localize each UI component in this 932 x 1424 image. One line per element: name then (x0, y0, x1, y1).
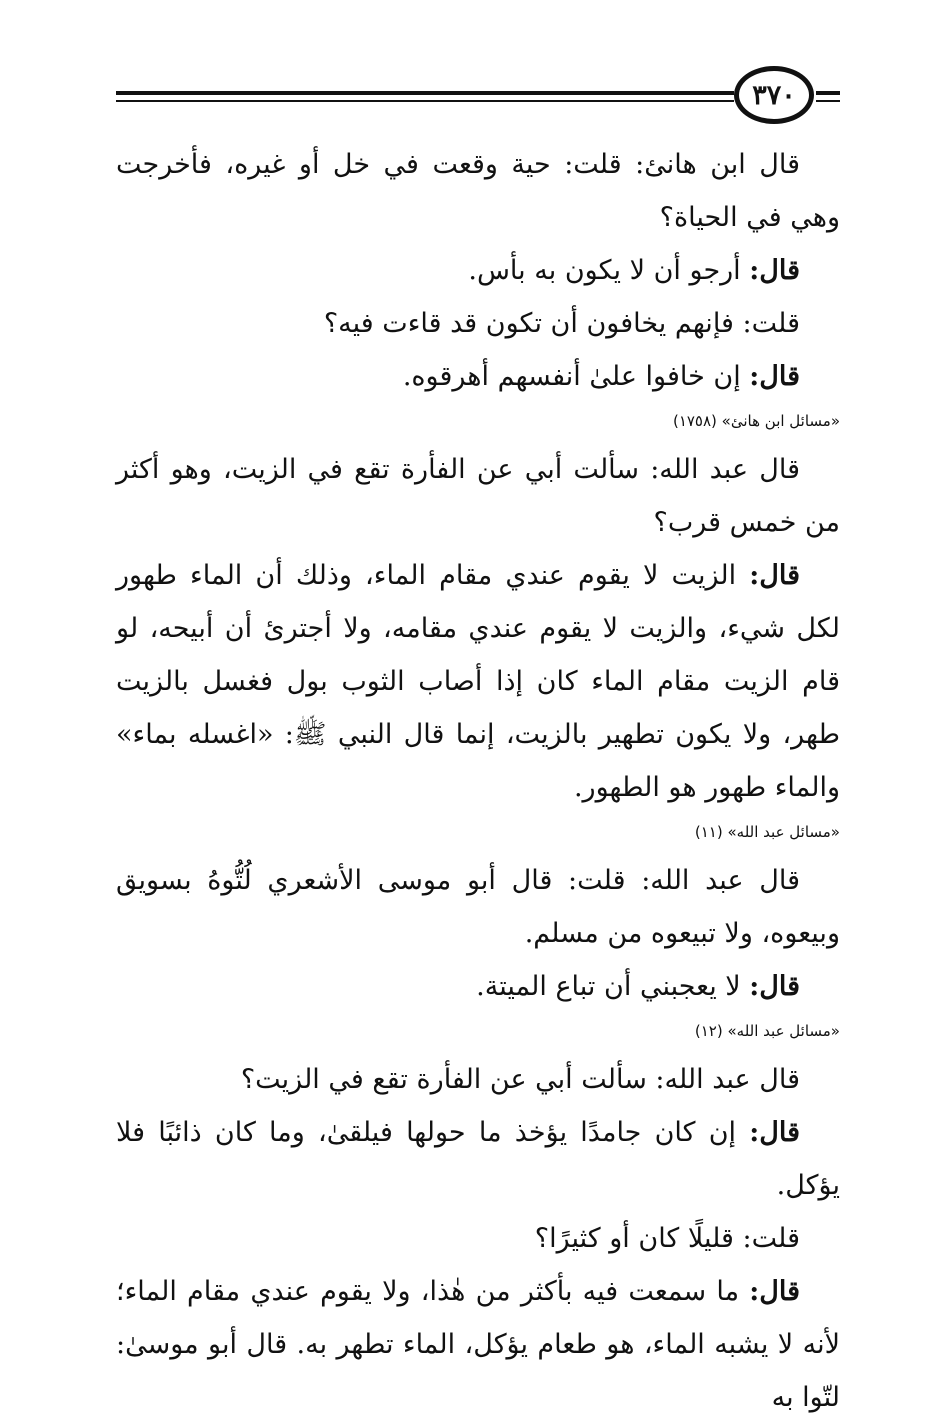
paragraph-text: أرجو أن لا يكون به بأس. (468, 255, 750, 286)
paragraph (116, 549, 840, 814)
paragraph-text: لا يعجبني أن تباع الميتة. (476, 971, 750, 1002)
page-header (116, 66, 840, 128)
paragraph (116, 854, 840, 960)
paragraph-text: إن كان جامدًا يؤخذ ما حولها فيلقىٰ، وما كان ذائبًا فلا يؤكل. (116, 1117, 840, 1201)
speaker-label: قال: (749, 560, 800, 591)
source-citation: «مسائل ابن هانئ» (١٧٥٨) (672, 412, 840, 430)
speaker-label: قال: (749, 1117, 801, 1148)
paragraph (116, 1212, 840, 1265)
speaker-label: قال: (749, 971, 800, 1002)
header-rule-thick (116, 91, 734, 95)
paragraph-text: إن خافوا علىٰ أنفسهم أهرقوه. (402, 361, 750, 392)
paragraph (116, 1053, 840, 1106)
speaker-label: قال: (749, 255, 800, 286)
page-number: ٣٧٠ (752, 79, 796, 111)
paragraph (116, 443, 840, 549)
paragraph (116, 244, 840, 297)
source-citation: «مسائل عبد الله» (١٢) (694, 1022, 840, 1040)
header-rule-right-thin (816, 100, 840, 102)
paragraph-text: قلت: قليلًا كان أو كثيرًا؟ (534, 1223, 800, 1254)
speaker-label: قال: (749, 361, 800, 392)
speaker-label: قال: (749, 1276, 800, 1307)
paragraph-text: قلت: فإنهم يخافون أن تكون قد قاءت فيه؟ (323, 308, 800, 339)
source-citation: «مسائل عبد الله» (١١) (694, 823, 840, 841)
paragraph-text: قال ابن هانئ: قلت: حية وقعت في خل أو غيره، فأخرجت وهي في الحياة؟ (116, 149, 840, 233)
paragraph-text: قال عبد الله: سألت أبي عن الفأرة تقع في الزيت؟ (240, 1064, 800, 1095)
paragraph (116, 960, 840, 1013)
paragraph-text: قال عبد الله: قلت: قال أبو موسى الأشعري لُتُّوهُ بسويق وبيعوه، ولا تبيعوه من مسلم. (116, 865, 840, 949)
paragraph-text: ما سمعت فيه بأكثر من هٰذا، ولا يقوم عندي مقام الماء؛ لأنه لا يشبه الماء، هو طعام يؤكل، الماء تطهر به. قال أبو موسىٰ: لتّوا به (116, 1276, 840, 1413)
paragraph (116, 297, 840, 350)
paragraph-text: الزيت لا يقوم عندي مقام الماء، وذلك أن الماء طهور لكل شيء، والزيت لا يقوم عندي مقامه، ولا أجترئ أن أبيحه، لو قام الزيت مقام الماء كان إذا أصاب الثوب بول فغسل بالزيت طهر، ولا يكون تطهير بالزيت، إنما قال النبي ﷺ: «اغسله بماء» والماء طهور هو الطهور. (116, 560, 840, 803)
paragraph (116, 1265, 840, 1424)
page-number-badge (734, 66, 814, 124)
paragraph (116, 350, 840, 403)
paragraph-text: قال عبد الله: سألت أبي عن الفأرة تقع في الزيت، وهو أكثر من خمس قرب؟ (116, 454, 840, 538)
paragraph (116, 138, 840, 244)
header-rule-right-thick (816, 91, 840, 95)
header-rule-thin (116, 100, 734, 102)
page-body (116, 138, 840, 1424)
paragraph (116, 1106, 840, 1212)
